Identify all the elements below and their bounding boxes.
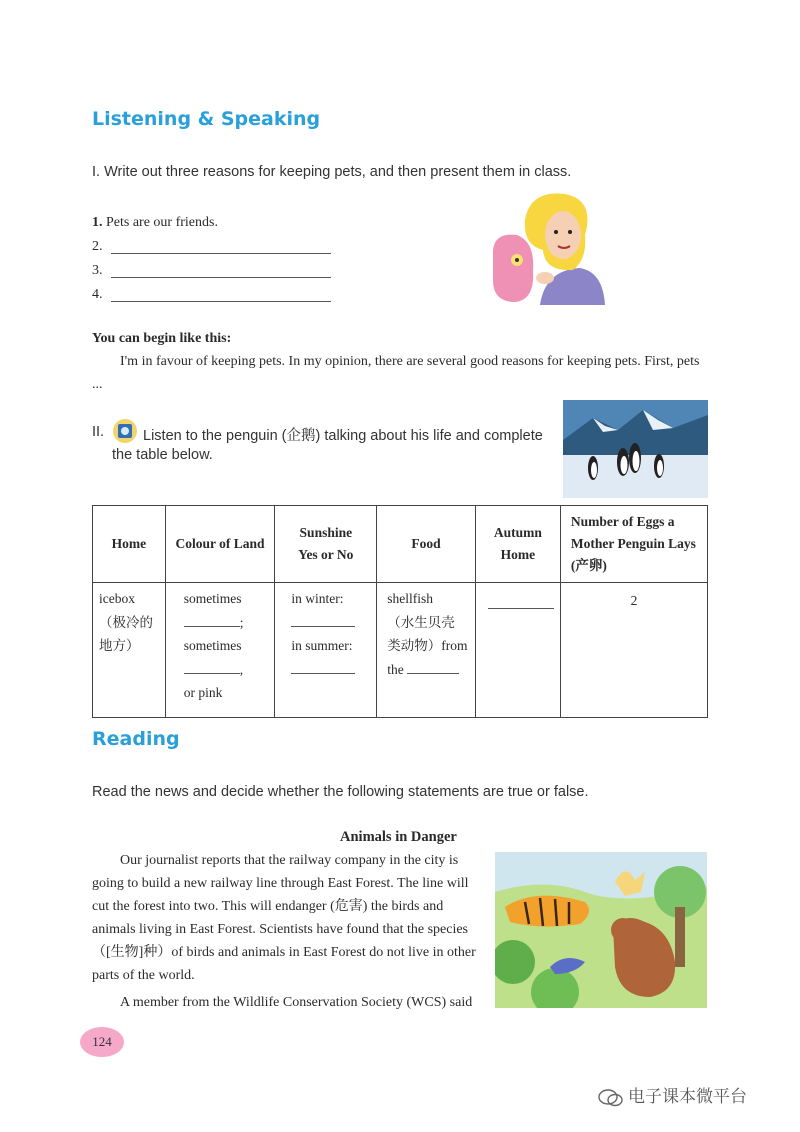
column-header: Food: [377, 506, 476, 583]
article-title: Animals in Danger: [340, 829, 457, 845]
column-header: Sunshine Yes or No: [275, 506, 377, 583]
list-item: 2.: [92, 235, 331, 259]
table-header-row: [93, 506, 708, 583]
answer-blank[interactable]: [184, 612, 240, 627]
article-paragraph-2: A member from the Wildlife Conservation Society (WCS) said: [120, 995, 473, 1010]
cell-food: shellfish （水生贝壳 类动物）from the: [377, 583, 476, 718]
list-item: 4.: [92, 283, 331, 307]
column-header: Number of Eggs a Mother Penguin Lays (产卵): [560, 506, 707, 583]
penguins-photo: [563, 400, 708, 498]
audio-cd-icon[interactable]: [112, 418, 138, 444]
reading-instruction: Read the news and decide whether the following statements are true or false.: [92, 784, 589, 800]
answer-blank[interactable]: [184, 659, 240, 674]
page-number: 124: [80, 1027, 124, 1057]
cell-colour: sometimes ; sometimes , or pink: [165, 583, 275, 718]
section-title-listening: Listening & Speaking: [92, 108, 321, 130]
answer-blank[interactable]: [111, 239, 331, 254]
forest-animals-illustration: [495, 852, 707, 1008]
column-header: Colour of Land: [165, 506, 275, 583]
answer-blank[interactable]: [111, 263, 331, 278]
task-2-instruction-line2: the table below.: [112, 447, 213, 463]
cell-sunshine: in winter: in summer:: [275, 583, 377, 718]
column-header: Home: [93, 506, 166, 583]
answer-blank[interactable]: [291, 612, 355, 627]
table-row: [93, 583, 708, 718]
section-title-reading: Reading: [92, 728, 180, 750]
answer-blank[interactable]: [407, 659, 459, 674]
wechat-icon: [598, 1089, 624, 1107]
article-paragraph-1: Our journalist reports that the railway company in the city is going to build a new railway line through East Forest. The line will cut the forest into two. This will endanger (危害) the birds and animals living in East Forest. Scientists have found that the species（[生物]种）of birds and animals in East Forest do not live in other parts of the world.: [92, 853, 476, 983]
cell-eggs: 2: [560, 583, 707, 718]
task-2-number: II.: [92, 424, 105, 440]
column-header: Autumn Home: [475, 506, 560, 583]
footer-watermark: 电子课本微平台: [598, 1082, 747, 1107]
task-1-instruction: I. Write out three reasons for keeping pets, and then present them in class.: [92, 164, 572, 180]
answer-blank[interactable]: [488, 594, 554, 609]
begin-text: I'm in favour of keeping pets. In my opinion, there are several good reasons for keeping pets. First, pets ...: [92, 354, 700, 392]
girl-with-dog-illustration: [485, 190, 610, 310]
list-item: 3.: [92, 259, 331, 283]
list-item: 1. Pets are our friends.: [92, 215, 218, 230]
penguin-info-table: [92, 505, 708, 718]
answer-blank[interactable]: [291, 659, 355, 674]
answer-blank[interactable]: [111, 287, 331, 302]
begin-label: You can begin like this:: [92, 331, 232, 346]
reasons-list: [92, 211, 331, 307]
cell-autumn-home: [475, 583, 560, 718]
task-2-instruction-line1: Listen to the penguin (企鹅) talking about his life and complete: [143, 428, 543, 444]
cell-home: icebox （极冷的 地方）: [93, 583, 166, 718]
